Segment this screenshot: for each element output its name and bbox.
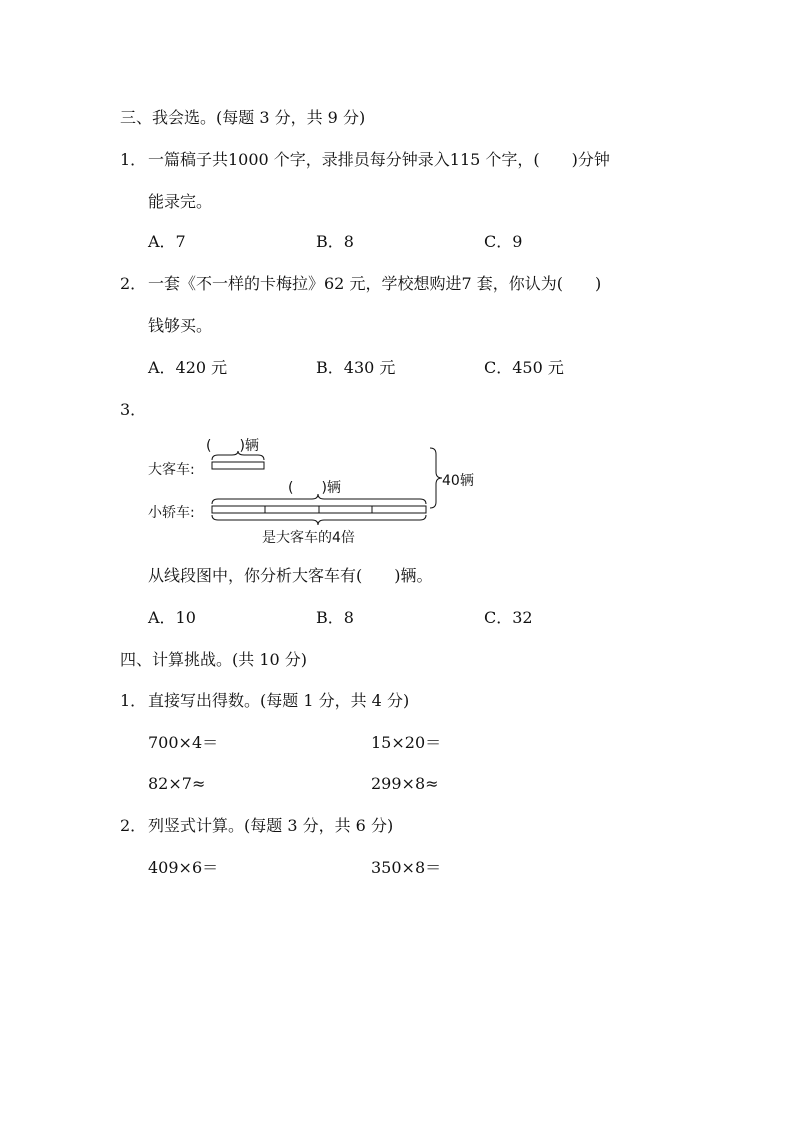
question-number: 2．	[120, 274, 147, 293]
total-brace	[430, 448, 442, 508]
option-c: C．32	[484, 608, 533, 627]
option-a: A．10	[148, 608, 196, 627]
car-blank-label: ( )辆	[288, 480, 341, 496]
bus-label: 大客车:	[148, 462, 195, 478]
calc-row	[148, 858, 708, 878]
question-text: 一套《不一样的卡梅拉》62 元，学校想购进7 套，你认为( )	[148, 274, 602, 293]
bus-blank-label: ( )辆	[206, 438, 259, 454]
question-number: 2．	[120, 816, 147, 835]
calc-row	[148, 774, 708, 794]
question-number: 3．	[120, 400, 147, 419]
calc-item: 350×8＝	[371, 858, 442, 877]
question-text: 列竖式计算。(每题 3 分，共 6 分)	[148, 816, 394, 835]
calc-item: 409×6＝	[148, 858, 219, 877]
option-b: B．8	[316, 608, 354, 627]
car-bottom-brace	[212, 515, 426, 525]
option-a: A．420 元	[148, 358, 228, 377]
question-text: 一篇稿子共1000 个字，录排员每分钟录入115 个字，( )分钟	[148, 150, 610, 169]
bus-segment	[212, 462, 264, 469]
calc-item: 299×8≈	[371, 774, 439, 793]
question-2	[120, 274, 601, 294]
calc-item: 82×7≈	[148, 774, 206, 793]
car-label: 小轿车:	[148, 505, 195, 521]
question-1-options	[148, 232, 708, 252]
question-text: 直接写出得数。(每题 1 分，共 4 分)	[148, 691, 410, 710]
diagram-caption: 是大客车的4倍	[262, 530, 355, 546]
option-a: A．7	[148, 232, 186, 251]
option-b: B．430 元	[316, 358, 396, 377]
question-number: 1．	[120, 150, 147, 169]
question-number: 1．	[120, 691, 147, 710]
question-1-continuation: 能录完。	[148, 192, 213, 211]
option-c: C．450 元	[484, 358, 564, 377]
question-1	[120, 150, 610, 170]
section-3-title: 三、我会选。(每题 3 分，共 9 分)	[120, 108, 366, 127]
calc-row	[148, 733, 708, 753]
section-4-title: 四、计算挑战。(共 10 分)	[120, 650, 308, 669]
question-3	[120, 400, 148, 420]
calc-question-2	[120, 816, 393, 836]
option-c: C．9	[484, 232, 523, 251]
line-segment-diagram	[140, 430, 500, 550]
calc-item: 15×20＝	[371, 733, 442, 752]
question-2-options	[148, 358, 708, 378]
question-3-options	[148, 608, 708, 628]
total-label: 40辆	[442, 473, 474, 489]
question-3-text: 从线段图中，你分析大客车有( )辆。	[148, 566, 433, 585]
question-2-continuation: 钱够买。	[148, 316, 213, 335]
calc-item: 700×4＝	[148, 733, 219, 752]
calc-question-1	[120, 691, 409, 711]
option-b: B．8	[316, 232, 354, 251]
